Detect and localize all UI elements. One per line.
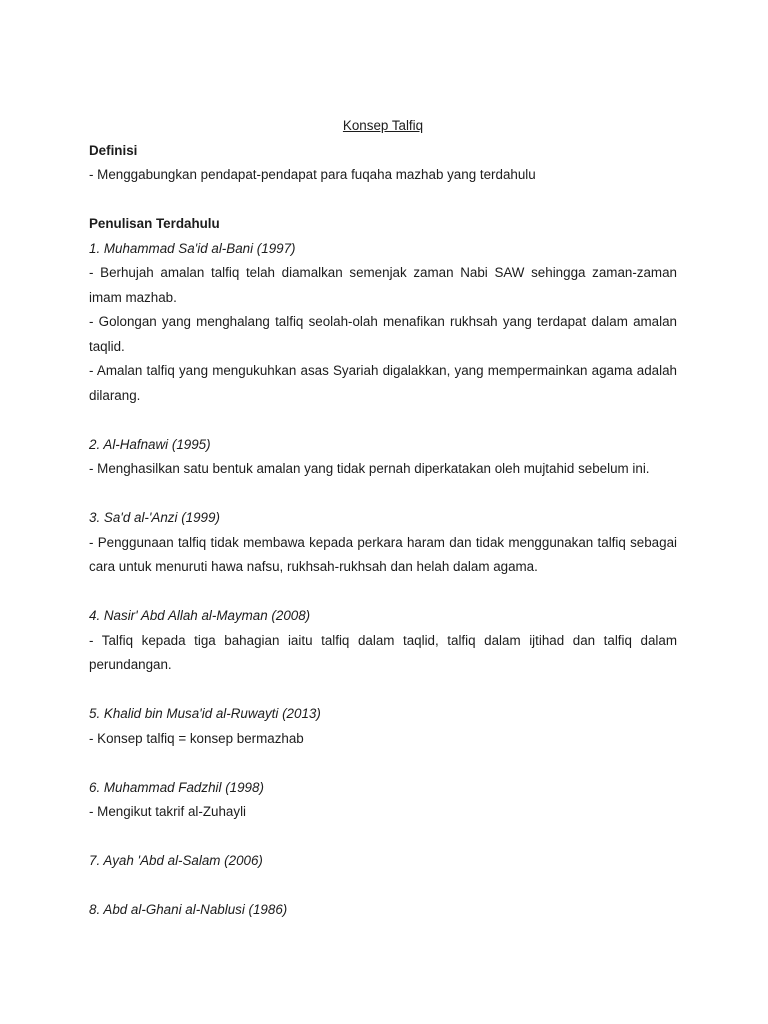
entry-point: - Berhujah amalan talfiq telah diamalkan semenjak zaman Nabi SAW sehingga zaman-zaman imam mazhab. [89, 265, 677, 305]
spacer [89, 874, 677, 899]
entry-1 [89, 237, 677, 409]
entry-5 [89, 702, 677, 751]
entry-point: - Amalan talfiq yang mengukuhkan asas Syariah digalakkan, yang mempermainkan agama adalah dilarang. [89, 363, 677, 403]
entry-title: 8. Abd al-Ghani al-Nablusi (1986) [89, 902, 288, 917]
entry-point: - Talfiq kepada tiga bahagian iaitu talfiq dalam taqlid, talfiq dalam ijtihad dan talfiq dalam perundangan. [89, 632, 677, 672]
definisi-text: - Menggabungkan pendapat-pendapat para fuqaha mazhab yang terdahulu [89, 167, 536, 182]
spacer [89, 751, 677, 776]
entry-title: 5. Khalid bin Musa'id al-Ruwayti (2013) [89, 706, 321, 721]
document-body [89, 114, 677, 923]
entry-title: 2. Al-Hafnawi (1995) [89, 436, 211, 452]
entry-point: - Penggunaan talfiq tidak membawa kepada perkara haram dan tidak menggunakan talfiq sebagai cara untuk menuruti hawa nafsu, rukhsah-rukhsah dan helah dalam agama. [89, 534, 677, 574]
entry-8 [89, 898, 677, 923]
entry-point: - Mengikut takrif al-Zuhayli [89, 804, 247, 819]
document-title: Konsep Talfiq [342, 118, 424, 133]
entry-point: - Golongan yang menghalang talfiq seolah-olah menafikan rukhsah yang terdapat dalam amalan taqlid. [89, 314, 677, 354]
spacer [89, 482, 677, 507]
spacer [89, 580, 677, 605]
entry-title: 3. Sa'd al-'Anzi (1999) [89, 510, 220, 525]
spacer [89, 825, 677, 850]
entry-title: 7. Ayah 'Abd al-Salam (2006) [89, 853, 263, 868]
penulisan-section [89, 212, 677, 923]
entry-title: 4. Nasir' Abd Allah al-Mayman (2008) [89, 608, 311, 623]
entry-point: - Menghasilkan satu bentuk amalan yang tidak pernah diperkatakan oleh mujtahid sebelum ini. [89, 461, 650, 476]
penulisan-heading: Penulisan Terdahulu [89, 216, 220, 231]
entry-3 [89, 506, 677, 580]
entry-7 [89, 849, 677, 874]
spacer [89, 408, 677, 433]
definisi-section [89, 139, 677, 188]
entry-title: 1. Muhammad Sa'id al-Bani (1997) [89, 240, 296, 256]
entry-title: 6. Muhammad Fadzhil (1998) [89, 779, 264, 795]
spacer [89, 678, 677, 703]
definisi-heading: Definisi [89, 142, 138, 158]
entry-6 [89, 776, 677, 825]
entry-4 [89, 604, 677, 678]
spacer [89, 188, 677, 213]
entry-2 [89, 433, 677, 482]
entry-point: - Konsep talfiq = konsep bermazhab [89, 730, 304, 746]
